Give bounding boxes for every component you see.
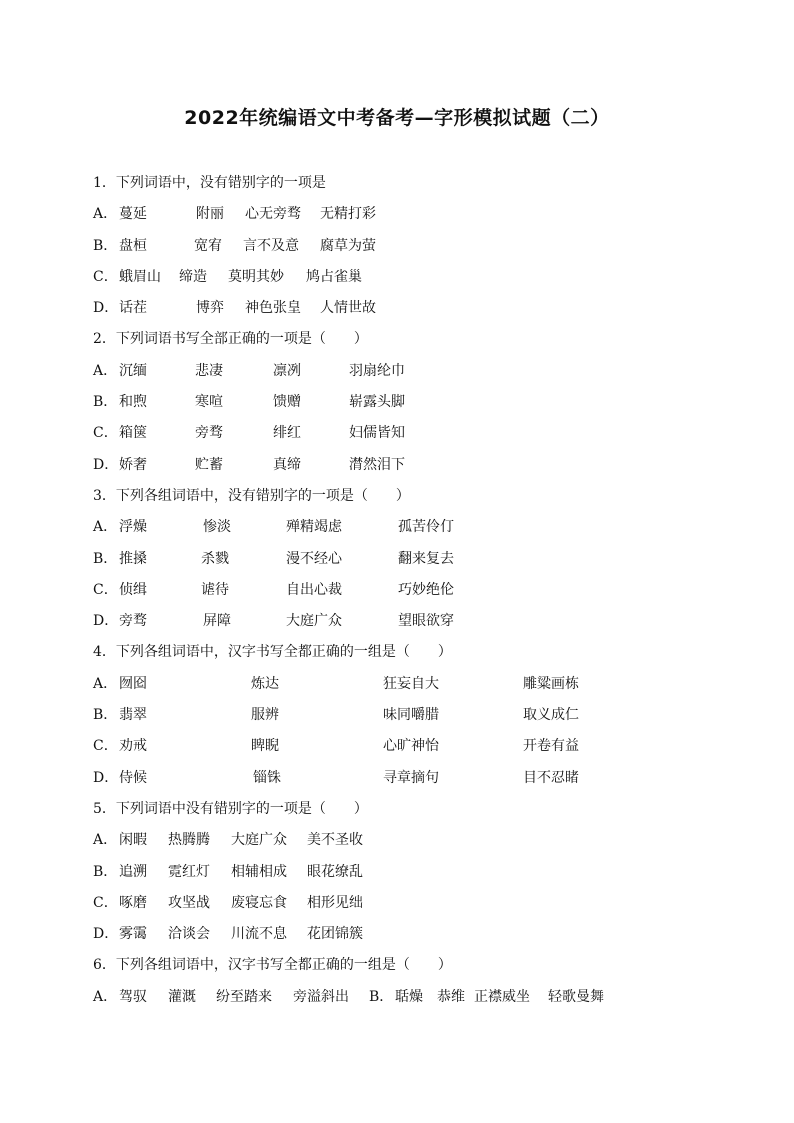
option-word: 川流不息 bbox=[231, 926, 287, 943]
option-word: 翻来复去 bbox=[398, 550, 454, 567]
option-word: 贮蓄 bbox=[195, 456, 223, 473]
stem-text: 6．下列各组词语中，汉字书写全都正确的一组是（ ） bbox=[93, 957, 452, 974]
option-row bbox=[93, 422, 733, 453]
option-label: B． bbox=[93, 863, 118, 880]
option-word: 真缔 bbox=[273, 456, 301, 473]
option-word: 啄磨 bbox=[119, 894, 147, 911]
option-row bbox=[93, 579, 733, 610]
option-word: 博弈 bbox=[196, 300, 224, 317]
option-word: 孤苦伶仃 bbox=[398, 519, 454, 536]
option-label: A． bbox=[93, 832, 118, 849]
option-word: 味同嚼腊 bbox=[383, 707, 439, 724]
option-word: 娇奢 bbox=[119, 456, 147, 473]
option-label: A． bbox=[93, 675, 118, 692]
option-word: 攻坚战 bbox=[168, 894, 210, 911]
option-row bbox=[93, 767, 733, 798]
option-word: 美不圣收 bbox=[307, 832, 363, 849]
option-word: 锱铢 bbox=[253, 769, 281, 786]
option-word: 妇儒皆知 bbox=[349, 425, 405, 442]
option-word: 翡翠 bbox=[119, 707, 147, 724]
option-word: 囫囵 bbox=[119, 675, 147, 692]
option-word: 谑待 bbox=[201, 581, 229, 598]
option-label: B． bbox=[93, 237, 118, 254]
option-word: 服辨 bbox=[251, 707, 279, 724]
option-row bbox=[93, 548, 733, 579]
option-word: 开卷有益 bbox=[523, 738, 579, 755]
option-word: 蔓延 bbox=[119, 206, 147, 223]
option-label: A． bbox=[93, 362, 118, 379]
option-word: 大庭广众 bbox=[231, 832, 287, 849]
option-label: A． bbox=[93, 519, 118, 536]
option-word: 狂妄自大 bbox=[383, 675, 439, 692]
option-word: 心无旁骛 bbox=[245, 206, 301, 223]
stem-text: 2．下列词语书写全部正确的一项是（ ） bbox=[93, 331, 368, 348]
option-word: 人情世故 bbox=[320, 300, 376, 317]
option-word: 蛾眉山 bbox=[119, 268, 161, 285]
option-word: 驾驭 bbox=[119, 988, 147, 1005]
option-label: B． bbox=[369, 988, 394, 1005]
option-label: D． bbox=[93, 613, 119, 630]
option-label: A． bbox=[93, 988, 118, 1005]
option-word: 侍候 bbox=[119, 769, 147, 786]
option-word: 自出心裁 bbox=[286, 581, 342, 598]
option-label: D． bbox=[93, 300, 119, 317]
question-stem bbox=[93, 798, 733, 829]
option-word: 杀戮 bbox=[201, 550, 229, 567]
option-row bbox=[93, 360, 733, 391]
option-word: 凛冽 bbox=[273, 362, 301, 379]
option-word: 纷至踏来 bbox=[216, 988, 272, 1005]
option-word: 轻歌曼舞 bbox=[548, 988, 604, 1005]
option-word: 侦缉 bbox=[119, 581, 147, 598]
option-label: C． bbox=[93, 268, 118, 285]
option-word: 炼达 bbox=[251, 675, 279, 692]
option-word: 宽宥 bbox=[194, 237, 222, 254]
option-word: 睥睨 bbox=[251, 738, 279, 755]
option-label: C． bbox=[93, 894, 118, 911]
option-row bbox=[93, 391, 733, 422]
option-label: B． bbox=[93, 707, 118, 724]
option-word: 大庭广众 bbox=[286, 613, 342, 630]
option-word: 和煦 bbox=[119, 394, 147, 411]
option-word: 莫明其妙 bbox=[228, 268, 284, 285]
option-word: 潸然泪下 bbox=[349, 456, 405, 473]
option-word: 附丽 bbox=[196, 206, 224, 223]
option-word: 馈赠 bbox=[273, 394, 301, 411]
option-row bbox=[93, 704, 733, 735]
option-label: C． bbox=[93, 425, 118, 442]
option-word: 雾霭 bbox=[119, 926, 147, 943]
option-row bbox=[93, 454, 733, 485]
option-word: 取义成仁 bbox=[523, 707, 579, 724]
option-word: 腐草为萤 bbox=[320, 237, 376, 254]
option-word: 心旷神怡 bbox=[383, 738, 439, 755]
option-word: 无精打彩 bbox=[320, 206, 376, 223]
stem-text: 4．下列各组词语中，汉字书写全都正确的一组是（ ） bbox=[93, 644, 452, 661]
option-word: 沉缅 bbox=[119, 362, 147, 379]
option-row bbox=[93, 673, 733, 704]
option-row bbox=[93, 235, 733, 266]
option-label: C． bbox=[93, 581, 118, 598]
option-word: 望眼欲穿 bbox=[398, 613, 454, 630]
option-label: D． bbox=[93, 769, 119, 786]
option-label: D． bbox=[93, 926, 119, 943]
option-word: 雕粱画栋 bbox=[523, 675, 579, 692]
option-word: 神色张皇 bbox=[245, 300, 301, 317]
option-label: C． bbox=[93, 738, 118, 755]
option-word: 盘桓 bbox=[119, 237, 147, 254]
option-word: 相辅相成 bbox=[231, 863, 287, 880]
option-word: 眼花缭乱 bbox=[307, 863, 363, 880]
option-word: 缔造 bbox=[179, 268, 207, 285]
page-title: 2022年统编语文中考备考—字形模拟试题（二） bbox=[184, 107, 610, 129]
option-word: 羽扇纶巾 bbox=[349, 362, 405, 379]
option-word: 崭露头脚 bbox=[349, 394, 405, 411]
option-word: 热腾腾 bbox=[168, 832, 210, 849]
option-label: A． bbox=[93, 206, 118, 223]
option-word: 殚精竭虑 bbox=[286, 519, 342, 536]
option-word: 话茬 bbox=[119, 300, 147, 317]
question-stem bbox=[93, 954, 733, 985]
stem-text: 3．下列各组词语中，没有错别字的一项是（ ） bbox=[93, 487, 410, 504]
option-word: 花团锦簇 bbox=[307, 926, 363, 943]
option-label: B． bbox=[93, 394, 118, 411]
question-stem bbox=[93, 172, 733, 203]
option-word: 鸠占雀巢 bbox=[306, 268, 362, 285]
option-label: B． bbox=[93, 550, 118, 567]
option-row bbox=[93, 892, 733, 923]
option-word: 目不忍睹 bbox=[523, 769, 579, 786]
option-row bbox=[93, 516, 733, 547]
option-word: 聒燥 bbox=[395, 988, 423, 1005]
option-word: 追溯 bbox=[119, 863, 147, 880]
option-word: 言不及意 bbox=[243, 237, 299, 254]
option-word: 恭维 bbox=[437, 988, 465, 1005]
option-word: 灌溉 bbox=[168, 988, 196, 1005]
option-word: 悲凄 bbox=[195, 362, 223, 379]
option-word: 正襟威坐 bbox=[474, 988, 530, 1005]
option-word: 浮燥 bbox=[119, 519, 147, 536]
option-row bbox=[93, 610, 733, 641]
option-row bbox=[93, 829, 733, 860]
question-stem bbox=[93, 328, 733, 359]
option-word: 箱箧 bbox=[119, 425, 147, 442]
option-word: 旁骛 bbox=[195, 425, 223, 442]
option-word: 漫不经心 bbox=[286, 550, 342, 567]
option-row bbox=[93, 861, 733, 892]
option-row bbox=[93, 297, 733, 328]
option-row bbox=[93, 266, 733, 297]
stem-text: 5．下列词语中没有错别字的一项是（ ） bbox=[93, 800, 368, 817]
option-word: 寻章摘句 bbox=[383, 769, 439, 786]
option-word: 寒喧 bbox=[195, 394, 223, 411]
option-row bbox=[93, 735, 733, 766]
option-row bbox=[93, 203, 733, 234]
option-word: 推搡 bbox=[119, 550, 147, 567]
option-word: 废寝忘食 bbox=[231, 894, 287, 911]
stem-text: 1．下列词语中，没有错别字的一项是 bbox=[93, 175, 326, 191]
option-label: D． bbox=[93, 456, 119, 473]
option-word: 绯红 bbox=[273, 425, 301, 442]
option-word: 劝戒 bbox=[119, 738, 147, 755]
option-word: 屏障 bbox=[203, 613, 231, 630]
question-stem bbox=[93, 485, 733, 516]
option-word: 旁溢斜出 bbox=[293, 988, 349, 1005]
option-word: 相形见绌 bbox=[307, 894, 363, 911]
option-row bbox=[93, 986, 733, 1017]
option-word: 旁骛 bbox=[119, 613, 147, 630]
question-stem bbox=[93, 641, 733, 672]
option-word: 洽谈会 bbox=[168, 926, 210, 943]
option-word: 闲暇 bbox=[119, 832, 147, 849]
option-word: 惨淡 bbox=[203, 519, 231, 536]
option-word: 霓红灯 bbox=[168, 863, 210, 880]
option-row bbox=[93, 923, 733, 954]
option-word: 巧妙绝伦 bbox=[398, 581, 454, 598]
question-list bbox=[93, 172, 733, 1017]
